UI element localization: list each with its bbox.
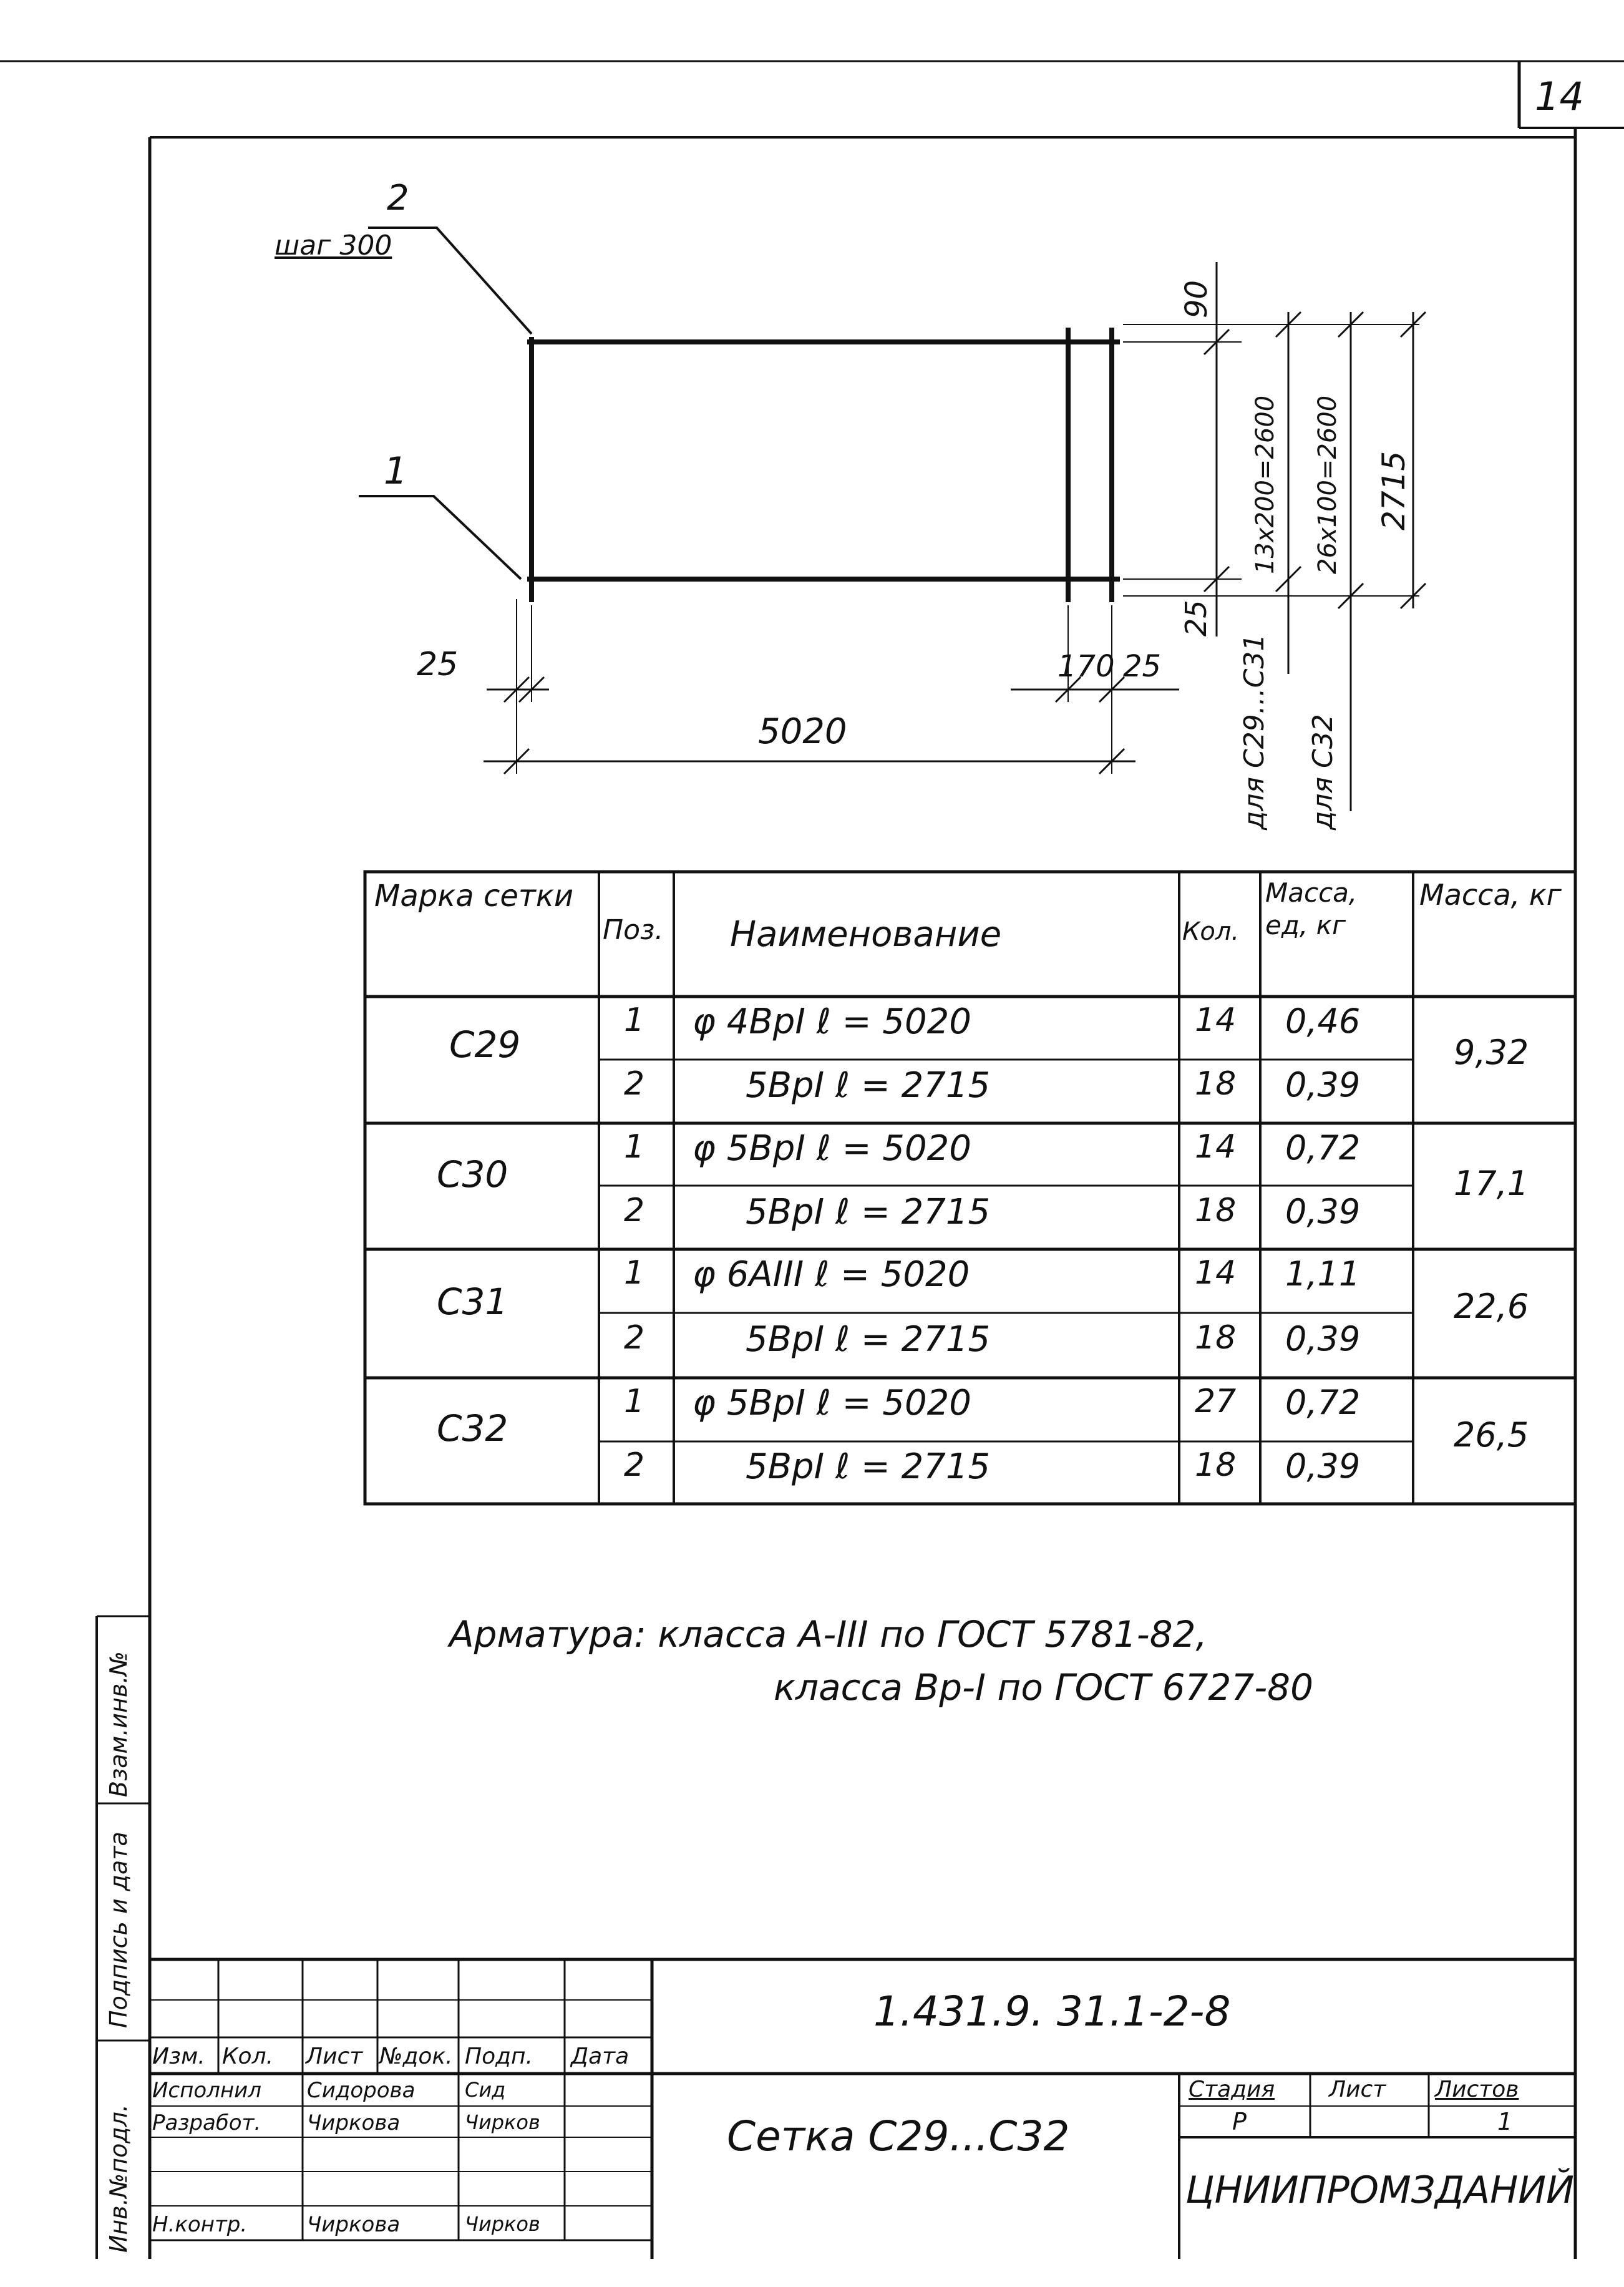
table-pos: 1 [624,1128,645,1166]
table-pos: 2 [624,1192,645,1229]
tb-header-ndok: №док. [379,2044,453,2069]
tb-name-1: Сидорова [307,2078,416,2103]
table-unit-mass: 0,39 [1285,1319,1361,1358]
table-name: 5ВрI ℓ = 2715 [746,1446,991,1487]
table-pos: 1 [624,1002,645,1039]
tb-sheet-label: Лист [1329,2077,1386,2102]
tb-header-podp: Подп. [465,2044,533,2069]
table-unit-mass: 0,39 [1285,1192,1361,1231]
tb-header-kol: Кол. [222,2044,274,2069]
table-unit-mass: 0,39 [1285,1446,1361,1486]
table-mass: 22,6 [1454,1287,1529,1326]
table-mark-c32: С32 [437,1407,508,1450]
dim-2715: 2715 [1376,451,1412,530]
dim-13x200: 13х200=2600 [1251,395,1280,574]
table-qty: 27 [1195,1383,1237,1420]
tb-stage-value: Р [1232,2108,1247,2135]
tb-sign-5: Чирков [465,2212,540,2236]
table-mark-c30: С30 [437,1153,508,1196]
table-pos: 2 [624,1446,645,1484]
dim-25-vert: 25 [1179,600,1213,636]
product-title: Сетка С29...С32 [727,2112,1070,2160]
sheet-corner-number: 14 [1535,74,1584,119]
tb-sheets-label: Листов [1435,2077,1519,2102]
side-stamp-inv-orig: Инв.№подл. [105,2104,132,2253]
table-qty: 18 [1195,1065,1237,1103]
table-name: φ 5ВрI ℓ = 5020 [693,1383,971,1423]
table-name: φ 6АIII ℓ = 5020 [693,1254,970,1295]
table-mass: 26,5 [1454,1415,1529,1455]
table-header-qty: Кол. [1182,917,1240,946]
tb-sign-2: Чирков [465,2110,540,2134]
pos1-label: 1 [384,449,408,493]
table-name: 5ВрI ℓ = 2715 [746,1192,991,1232]
table-qty: 14 [1195,1254,1237,1292]
table-mass: 9,32 [1454,1033,1529,1072]
table-unit-mass: 0,46 [1285,1002,1361,1041]
table-pos: 1 [624,1254,645,1292]
side-stamp-inv-replace: Взам.инв.№ [105,1651,132,1797]
table-qty: 18 [1195,1319,1237,1357]
tb-role-2: Разработ. [152,2110,261,2135]
dim-25-right: 25 [1123,649,1162,684]
table-name: φ 4ВрI ℓ = 5020 [693,1002,971,1042]
tb-header-izm: Изм. [152,2044,205,2069]
tb-name-5: Чиркова [307,2212,401,2237]
table-name: φ 5ВрI ℓ = 5020 [693,1128,971,1169]
tb-header-data: Дата [571,2044,630,2069]
table-unit-mass: 0,72 [1285,1128,1361,1168]
table-header-unit-mass: Масса, ед, кг [1265,877,1358,940]
dim-5020: 5020 [758,711,847,752]
note-c29-c31: для С29...С31 [1238,633,1270,830]
table-pos: 1 [624,1383,645,1420]
tb-role-5: Н.контр. [152,2212,248,2237]
dim-90: 90 [1179,280,1214,318]
table-qty: 18 [1195,1446,1237,1484]
table-qty: 14 [1195,1128,1237,1166]
table-name: 5ВрI ℓ = 2715 [746,1065,991,1106]
table-header-mark: Марка сетки [374,879,574,914]
table-mark-c29: С29 [449,1023,521,1066]
table-name: 5ВрI ℓ = 2715 [746,1319,991,1360]
tb-name-2: Чиркова [307,2110,401,2135]
tb-stage-label: Стадия [1189,2077,1275,2102]
table-header-pos: Поз. [603,914,664,946]
tb-header-list: Лист [306,2044,363,2069]
dim-170: 170 [1058,649,1115,684]
note-line-2: класса Вр-I по ГОСТ 6727-80 [774,1666,1313,1709]
note-line-1: Арматура: класса А-III по ГОСТ 5781-82, [449,1613,1207,1656]
pos2-label: 2 [387,178,409,218]
pos2-step-label: шаг 300 [275,230,392,261]
table-header-name: Наименование [730,914,1002,955]
table-qty: 18 [1195,1192,1237,1229]
table-mass: 17,1 [1454,1164,1529,1203]
table-header-mass: Масса, кг [1419,878,1562,912]
side-stamp-sign-date: Подпись и дата [105,1831,132,2028]
table-unit-mass: 0,39 [1285,1065,1361,1104]
dim-25-left: 25 [417,646,459,683]
doc-code: 1.431.9. 31.1-2-8 [873,1987,1231,2036]
table-mark-c31: С31 [437,1280,508,1323]
organization-name: ЦНИИПРОМЗДАНИЙ [1185,2168,1575,2212]
table-pos: 2 [624,1319,645,1357]
note-c32: для С32 [1307,714,1339,830]
table-qty: 14 [1195,1002,1237,1039]
tb-role-1: Исполнил [152,2078,261,2103]
table-unit-mass: 0,72 [1285,1383,1361,1422]
table-pos: 2 [624,1065,645,1103]
table-unit-mass: 1,11 [1285,1254,1361,1294]
dim-26x100: 26х100=2600 [1313,395,1342,574]
tb-sheets-value: 1 [1497,2108,1513,2135]
tb-sign-1: Сид [465,2078,506,2102]
